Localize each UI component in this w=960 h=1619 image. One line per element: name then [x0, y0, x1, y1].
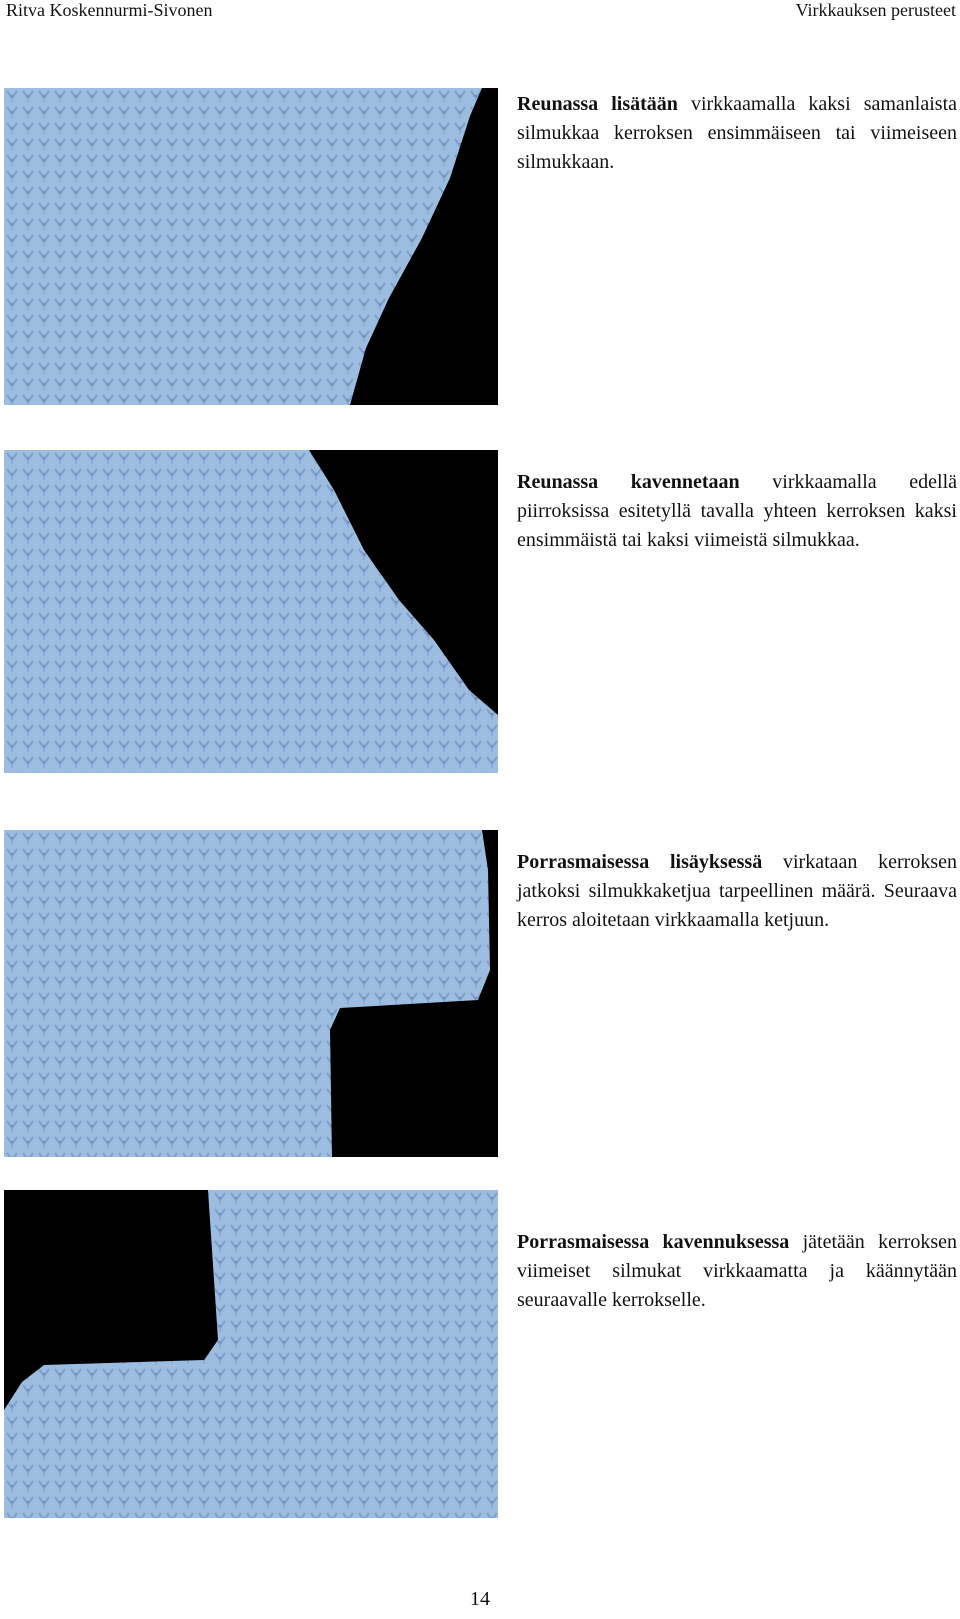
crochet-swatch-image — [4, 88, 498, 405]
caption-text: virkkaamalla kaksi samanlaista silmukkaa kerroksen ensimmäiseen tai viimeiseen silmukkaan. — [517, 93, 958, 173]
page-number: 14 — [470, 1588, 490, 1610]
photo-edge-increase — [4, 88, 498, 405]
caption-text: virkkaamalla edellä piirroksissa esitetyllä tavalla yhteen kerroksen kaksi ensimmäistä tai kaksi viimeistä silmukkaa. — [517, 471, 958, 551]
caption-bold-term: Reunassa lisätään — [517, 93, 678, 115]
running-header — [6, 0, 956, 26]
caption-step-decrease — [517, 1228, 957, 1315]
caption-edge-decrease — [517, 468, 957, 555]
photo-step-increase — [4, 830, 498, 1157]
caption-edge-increase — [517, 90, 957, 177]
header-author: Ritva Koskennurmi-Sivonen — [6, 0, 213, 20]
caption-text: jätetään kerroksen viimeiset silmukat virkkaamatta ja käännytään seuraavalle kerrokselle. — [517, 1231, 957, 1311]
caption-text: virkataan kerroksen jatkoksi silmukkaketjua tarpeellinen määrä. Seuraava kerros aloitetaan virkkaamalla ketjuun. — [517, 851, 958, 931]
photo-edge-decrease — [4, 450, 498, 773]
photo-step-decrease — [4, 1190, 498, 1518]
header-title: Virkkauksen perusteet — [795, 0, 956, 20]
caption-bold-term: Porrasmaisessa kavennuksessa — [517, 1231, 790, 1253]
caption-bold-term: Porrasmaisessa lisäyksessä — [517, 851, 763, 873]
crochet-swatch-image — [4, 830, 498, 1157]
crochet-swatch-image — [4, 450, 498, 773]
crochet-swatch-image — [4, 1190, 498, 1518]
caption-bold-term: Reunassa kavennetaan — [517, 471, 740, 493]
caption-step-increase — [517, 848, 957, 935]
